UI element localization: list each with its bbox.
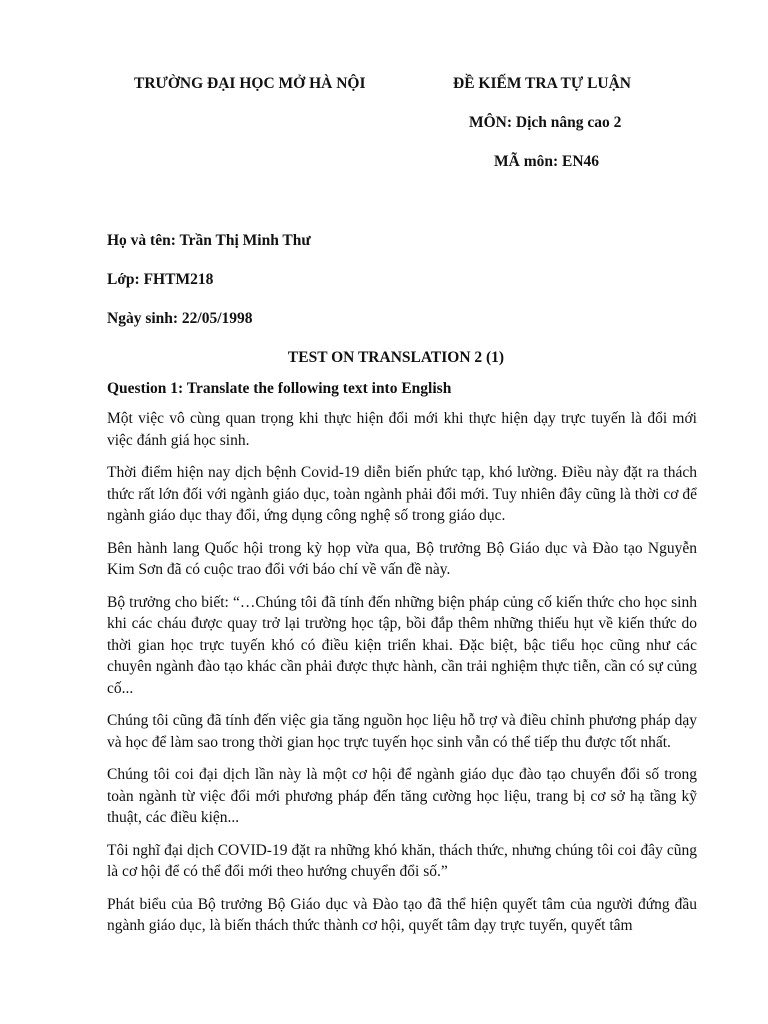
paragraph-2: Thời điểm hiện nay dịch bệnh Covid-19 diễn biến phức tạp, khó lường. Điều này đặt ra thách thức rất lớn đối với ngành giáo dục, toàn ngành phải đổi mới. Tuy nhiên đây cũng là thời cơ để ngành giáo dục thay đổi, ứng dụng công nghệ số trong giáo dục.	[107, 464, 697, 524]
paragraph-7: Tôi nghĩ đại dịch COVID-19 đặt ra những khó khăn, thách thức, nhưng chúng tôi coi đây cũng là cơ hội để có thể đổi mới theo hướng chuyển đổi số.”	[107, 841, 697, 880]
student-name: Họ và tên: Trần Thị Minh Thư	[107, 232, 311, 249]
paragraph-3: Bên hành lang Quốc hội trong kỳ họp vừa qua, Bộ trưởng Bộ Giáo dục và Đào tạo Nguyễn Kim Sơn đã có cuộc trao đổi với báo chí về vấn đề này.	[107, 539, 697, 578]
subject-code-line: MÃ môn: EN46	[494, 153, 600, 170]
student-class: Lớp: FHTM218	[107, 271, 214, 288]
paragraph-4: Bộ trưởng cho biết: “…Chúng tôi đã tính đến những biện pháp củng cố kiến thức cho học sinh khi các cháu được quay trở lại trường học tập, bồi đắp thêm những thiếu hụt về kiến thức do thời gian học trực tuyến khó có điều kiện triển khai. Đặc biệt, bậc tiểu học cũng như các chuyên ngành đào tạo khác cần phải được thực hành, cần trải nghiệm thực tiễn, cần có sự củng cố...	[107, 593, 697, 697]
body-text	[107, 408, 697, 948]
student-dob: Ngày sinh: 22/05/1998	[107, 310, 253, 327]
paragraph-8: Phát biểu của Bộ trưởng Bộ Giáo dục và Đào tạo đã thể hiện quyết tâm của người đứng đầu ngành giáo dục, là biến thách thức thành cơ hội, quyết tâm dạy trực tuyến, quyết tâm	[107, 895, 697, 934]
question-heading: Question 1: Translate the following text into English	[107, 380, 452, 397]
paragraph-6: Chúng tôi coi đại dịch lần này là một cơ hội để ngành giáo dục đào tạo chuyển đổi số trong toàn ngành từ việc đổi mới phương pháp đến tăng cường học liệu, trang bị cơ sở hạ tầng kỹ thuật, các điều kiện...	[107, 766, 697, 826]
paragraph-1: Một việc vô cùng quan trọng khi thực hiện đổi mới khi thực hiện dạy trực tuyến là đổi mới việc đánh giá học sinh.	[107, 410, 697, 449]
subject-line: MÔN: Dịch nâng cao 2	[469, 114, 622, 131]
university-name: TRƯỜNG ĐẠI HỌC MỞ HÀ NỘI	[134, 75, 366, 92]
exam-title: ĐỀ KIẾM TRA TỰ LUẬN	[453, 75, 631, 92]
paragraph-5: Chúng tôi cũng đã tính đến việc gia tăng nguồn học liệu hỗ trợ và điều chỉnh phương pháp dạy và học để làm sao trong thời gian học trực tuyến học sinh vẫn có thể tiếp thu được tốt nhất.	[107, 712, 697, 751]
test-title: TEST ON TRANSLATION 2 (1)	[287, 349, 505, 366]
